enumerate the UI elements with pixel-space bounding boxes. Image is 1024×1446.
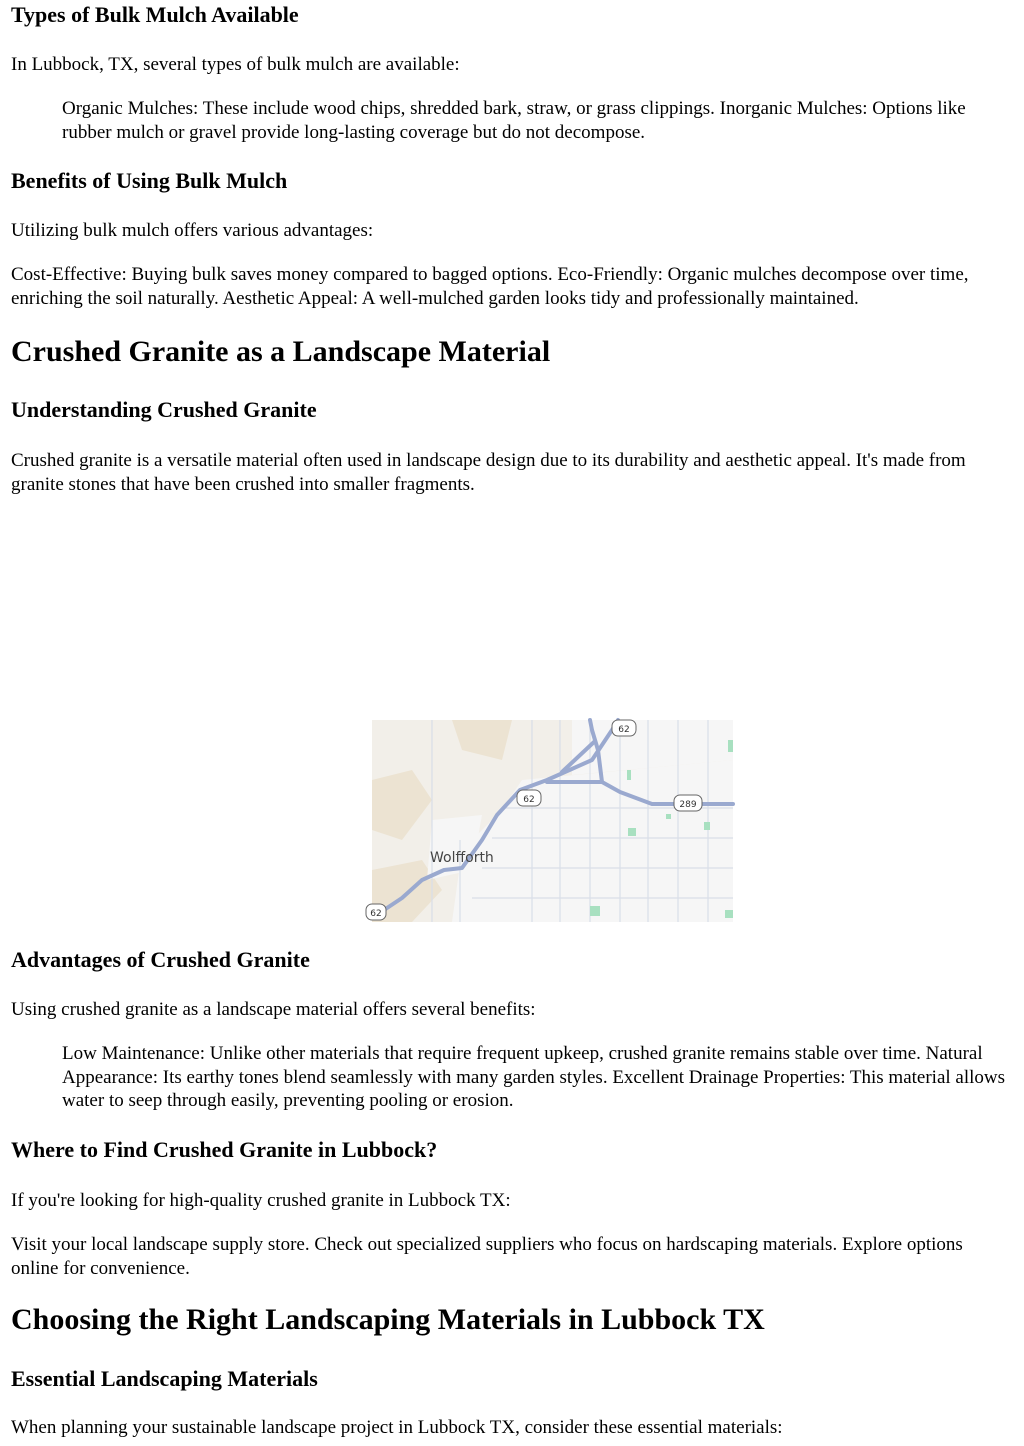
bulk-benefits-intro: Utilizing bulk mulch offers various advantages:	[11, 220, 374, 241]
map-shield-62-mid: 62	[523, 795, 535, 805]
heading-essential-materials: Essential Landscaping Materials	[11, 1366, 318, 1391]
map-shield-62-bottom: 62	[370, 909, 382, 919]
map-shield-289: 289	[679, 800, 697, 810]
understanding-granite-body: Crushed granite is a versatile material often used in landscape design due to its durability and aesthetic appeal. It's made from granite stones that have been crushed into smaller fragments.	[11, 450, 966, 495]
essential-materials-intro: When planning your sustainable landscape project in Lubbock TX, consider these essential materials:	[11, 1417, 783, 1438]
heading-where-to-find-granite: Where to Find Crushed Granite in Lubbock?	[11, 1137, 438, 1162]
heading-bulk-mulch-types: Types of Bulk Mulch Available	[11, 2, 299, 27]
heading-choosing-materials: Choosing the Right Landscaping Materials in Lubbock TX	[11, 1303, 765, 1336]
granite-advantages-quote: Low Maintenance: Unlike other materials that require frequent upkeep, crushed granite remains stable over time. Natural Appearance: Its earthy tones blend seamlessly with many garden styles. Excellent Drainage Properties: This material allows water to seep through easily, preventing pooling or erosion.	[62, 1043, 1006, 1111]
map-shield-62-top: 62	[618, 725, 630, 735]
heading-crushed-granite: Crushed Granite as a Landscape Material	[11, 335, 551, 368]
map-image	[372, 720, 733, 922]
heading-granite-advantages: Advantages of Crushed Granite	[11, 947, 310, 972]
granite-advantages-intro: Using crushed granite as a landscape material offers several benefits:	[11, 999, 536, 1020]
map-town-label: Wolfforth	[430, 850, 494, 866]
heading-understanding-granite: Understanding Crushed Granite	[11, 397, 317, 422]
bulk-types-quote: Organic Mulches: These include wood chips, shredded bark, straw, or grass clippings. Inorganic Mulches: Options like rubber mulch or gravel provide long-lasting coverage but do not decompose.	[62, 98, 966, 143]
bulk-benefits-body: Cost-Effective: Buying bulk saves money compared to bagged options. Eco-Friendly: Organic mulches decompose over time, enriching the soil naturally. Aesthetic Appeal: A well-mulched garden looks tidy and professionally maintained.	[11, 264, 969, 309]
granite-where-body: Visit your local landscape supply store. Check out specialized suppliers who focus on hardscaping materials. Explore options online for convenience.	[11, 1234, 963, 1279]
bulk-types-intro: In Lubbock, TX, several types of bulk mulch are available:	[11, 54, 460, 75]
heading-bulk-mulch-benefits: Benefits of Using Bulk Mulch	[11, 168, 288, 193]
granite-where-intro: If you're looking for high-quality crushed granite in Lubbock TX:	[11, 1190, 511, 1211]
